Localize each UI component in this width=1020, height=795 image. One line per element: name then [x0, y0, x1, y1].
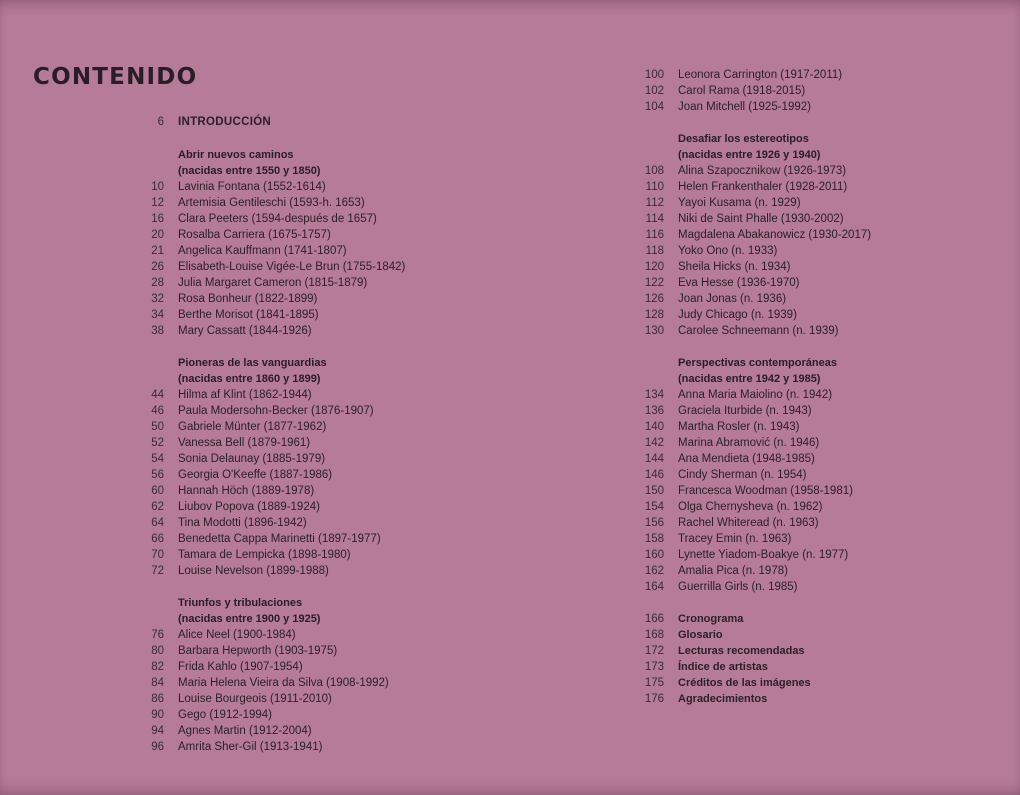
toc-entry [630, 643, 990, 659]
toc-page-number: 56 [151, 469, 164, 481]
section-heading: Desafiar los estereotipos [678, 133, 809, 145]
toc-entry-label: Angelica Kauffmann (1741-1807) [178, 245, 347, 257]
toc-entry [630, 291, 990, 307]
toc-entry-label: Tamara de Lempicka (1898-1980) [178, 549, 351, 561]
toc-entry-label: INTRODUCCIÓN [178, 116, 272, 128]
toc-page-number: 82 [151, 661, 164, 673]
toc-entry [630, 195, 990, 211]
toc-page-number: 46 [151, 405, 164, 417]
toc-entry-label: Tina Modotti (1896-1942) [178, 517, 307, 529]
section-heading: (nacidas entre 1900 y 1925) [178, 613, 321, 625]
toc-entry [630, 531, 990, 547]
toc-entry [130, 723, 490, 739]
toc-page-number: 34 [151, 309, 164, 321]
toc-entry [130, 435, 490, 451]
toc-page-number: 136 [644, 405, 664, 417]
toc-entry [130, 547, 490, 563]
toc-entry [630, 387, 990, 403]
toc-entry [630, 227, 990, 243]
toc-page-number: 86 [151, 693, 164, 705]
toc-entry [130, 307, 490, 323]
toc-entry [630, 243, 990, 259]
toc-entry [630, 83, 990, 99]
toc-page-number: 96 [151, 741, 164, 753]
toc-entry-label: Agradecimientos [678, 693, 768, 705]
toc-page-number: 134 [644, 389, 664, 401]
toc-page-number: 142 [644, 437, 664, 449]
toc-page-number: 6 [157, 116, 164, 128]
toc-page-number: 102 [644, 85, 664, 97]
toc-entry [130, 323, 490, 339]
toc-entry-label: Leonora Carrington (1917-2011) [678, 69, 843, 81]
toc-page-number: 164 [644, 581, 664, 593]
toc-entry-label: Cronograma [678, 613, 744, 625]
toc-page-number: 38 [151, 325, 164, 337]
page-title: CONTENIDO [33, 64, 198, 90]
toc-page-number: 54 [151, 453, 164, 465]
toc-page-number: 90 [151, 709, 164, 721]
section-heading: Perspectivas contemporáneas [678, 357, 837, 369]
toc-page-number: 100 [644, 69, 664, 81]
toc-page-number: 72 [151, 565, 164, 577]
toc-entry [130, 483, 490, 499]
toc-page-number: 26 [151, 261, 164, 273]
section-heading: (nacidas entre 1550 y 1850) [178, 165, 321, 177]
toc-page-number: 175 [644, 677, 664, 689]
toc-entry-label: Carol Rama (1918-2015) [678, 85, 806, 97]
toc-entry [630, 483, 990, 499]
toc-entry-label: Ana Mendieta (1948-1985) [678, 453, 815, 465]
toc-page-number: 62 [151, 501, 164, 513]
toc-entry [130, 659, 490, 675]
toc-entry-label: Anna Maria Maiolino (n. 1942) [678, 389, 833, 401]
toc-entry-label: Clara Peeters (1594-después de 1657) [178, 213, 377, 225]
toc-page-number: 52 [151, 437, 164, 449]
toc-page-number: 110 [645, 181, 664, 193]
toc-page-number: 160 [644, 549, 664, 561]
toc-page-number: 84 [151, 677, 164, 689]
toc-page-number: 108 [644, 165, 664, 177]
toc-entry [630, 435, 990, 451]
toc-entry-label: Carolee Schneemann (n. 1939) [678, 325, 839, 337]
toc-entry-label: Agnes Martin (1912-2004) [178, 725, 312, 737]
toc-entry [130, 259, 490, 275]
toc-entry-label: Hilma af Klint (1862-1944) [178, 389, 312, 401]
toc-entry-label: Alice Neel (1900-1984) [178, 629, 296, 641]
toc-entry [130, 467, 490, 483]
toc-entry [630, 259, 990, 275]
toc-page-number: 21 [151, 245, 164, 257]
toc-entry [630, 163, 990, 179]
toc-entry-label: Hannah Höch (1889-1978) [178, 485, 315, 497]
toc-page-number: 44 [151, 389, 164, 401]
toc-entry-label: Joan Mitchell (1925-1992) [678, 101, 811, 113]
toc-page-number: 10 [151, 181, 164, 193]
toc-entry-label: Olga Chernysheva (n. 1962) [678, 501, 823, 513]
toc-entry [630, 691, 990, 707]
toc-entry [630, 419, 990, 435]
toc-entry [130, 275, 490, 291]
toc-page-number: 116 [645, 229, 664, 241]
toc-entry-label: Créditos de las imágenes [678, 677, 811, 689]
toc-entry [630, 211, 990, 227]
toc-entry [130, 211, 490, 227]
toc-entry [630, 67, 990, 83]
toc-entry-label: Sonia Delaunay (1885-1979) [178, 453, 326, 465]
toc-page-number: 94 [151, 725, 164, 737]
toc-page-number: 166 [644, 613, 664, 625]
toc-entry [130, 531, 490, 547]
toc-page-number: 176 [644, 693, 664, 705]
toc-entry [630, 627, 990, 643]
toc-entry [630, 307, 990, 323]
toc-entry [130, 515, 490, 531]
toc-entry-label: Rosalba Carriera (1675-1757) [178, 229, 331, 241]
toc-page-number: 130 [644, 325, 664, 337]
toc-entry-label: Louise Nevelson (1899-1988) [178, 565, 329, 577]
toc-entry-label: Maria Helena Vieira da Silva (1908-1992) [178, 677, 389, 689]
toc-entry-label: Joan Jonas (n. 1936) [678, 293, 787, 305]
toc-page-number: 122 [644, 277, 664, 289]
toc-entry-label: Paula Modersohn-Becker (1876-1907) [178, 405, 374, 417]
toc-entry-label: Barbara Hepworth (1903-1975) [178, 645, 338, 657]
toc-entry-label: Amalia Pica (n. 1978) [678, 565, 788, 577]
toc-entry-label: Lynette Yiadom-Boakye (n. 1977) [678, 549, 849, 561]
toc-entry-label: Francesca Woodman (1958-1981) [678, 485, 853, 497]
toc-entry-label: Índice de artistas [678, 661, 768, 673]
toc-entry [630, 275, 990, 291]
toc-entry [130, 179, 490, 195]
toc-page-number: 150 [644, 485, 664, 497]
toc-entry [630, 403, 990, 419]
toc-entry [130, 499, 490, 515]
toc-entry [630, 579, 990, 595]
toc-page-number: 76 [151, 629, 164, 641]
toc-entry-label: Rosa Bonheur (1822-1899) [178, 293, 318, 305]
section-heading: (nacidas entre 1926 y 1940) [678, 149, 821, 161]
toc-page-number: 50 [151, 421, 164, 433]
toc-entry [130, 451, 490, 467]
toc-entry-label: Graciela Iturbide (n. 1943) [678, 405, 812, 417]
toc-page-number: 173 [644, 661, 664, 673]
toc-entry [130, 114, 490, 130]
toc-page-number: 128 [644, 309, 664, 321]
toc-entry-label: Elisabeth-Louise Vigée-Le Brun (1755-1842) [178, 261, 406, 273]
toc-entry-label: Yayoi Kusama (n. 1929) [678, 197, 801, 209]
toc-entry-label: Liubov Popova (1889-1924) [178, 501, 320, 513]
toc-page-number: 158 [644, 533, 664, 545]
toc-entry-label: Marina Abramović (n. 1946) [678, 437, 820, 449]
toc-entry-label: Niki de Saint Phalle (1930-2002) [678, 213, 844, 225]
toc-entry-label: Guerrilla Girls (n. 1985) [678, 581, 798, 593]
toc-page-number: 168 [644, 629, 664, 641]
toc-page-number: 12 [151, 197, 164, 209]
toc-entry [130, 563, 490, 579]
toc-entry [630, 499, 990, 515]
toc-page-number: 146 [644, 469, 664, 481]
toc-entry-label: Alina Szapocznikow (1926-1973) [678, 165, 847, 177]
toc-entry-label: Lavinia Fontana (1552-1614) [178, 181, 326, 193]
toc-page-number: 28 [151, 277, 164, 289]
toc-entry [630, 547, 990, 563]
toc-entry [130, 643, 490, 659]
toc-page-number: 172 [644, 645, 664, 657]
toc-entry-label: Magdalena Abakanowicz (1930-2017) [678, 229, 872, 241]
toc-entry [630, 451, 990, 467]
toc-entry [130, 675, 490, 691]
section-heading: Abrir nuevos caminos [178, 149, 294, 161]
toc-entry [130, 707, 490, 723]
toc-entry [130, 291, 490, 307]
toc-page-number: 162 [644, 565, 664, 577]
toc-entry-label: Artemisia Gentileschi (1593-h. 1653) [178, 197, 365, 209]
toc-entry-label: Vanessa Bell (1879-1961) [178, 437, 311, 449]
toc-entry-label: Eva Hesse (1936-1970) [678, 277, 800, 289]
toc-entry-label: Julia Margaret Cameron (1815-1879) [178, 277, 368, 289]
toc-entry-label: Frida Kahlo (1907-1954) [178, 661, 303, 673]
toc-entry-label: Gabriele Münter (1877-1962) [178, 421, 327, 433]
toc-entry [630, 611, 990, 627]
toc-page-number: 70 [151, 549, 164, 561]
toc-entry [130, 387, 490, 403]
section-heading: (nacidas entre 1860 y 1899) [178, 373, 321, 385]
section-heading: (nacidas entre 1942 y 1985) [678, 373, 821, 385]
toc-page-number: 144 [644, 453, 664, 465]
toc-entry [130, 243, 490, 259]
toc-entry-label: Amrita Sher-Gil (1913-1941) [178, 741, 323, 753]
toc-entry [130, 403, 490, 419]
toc-page-number: 66 [151, 533, 164, 545]
toc-entry-label: Yoko Ono (n. 1933) [678, 245, 778, 257]
toc-page-number: 64 [151, 517, 164, 529]
toc-entry-label: Gego (1912-1994) [178, 709, 272, 721]
toc-entry [130, 691, 490, 707]
toc-entry-label: Berthe Morisot (1841-1895) [178, 309, 319, 321]
toc-page-number: 126 [644, 293, 664, 305]
toc-entry-label: Louise Bourgeois (1911-2010) [178, 693, 332, 705]
toc-page-number: 118 [645, 245, 664, 257]
toc-entry-label: Helen Frankenthaler (1928-2011) [678, 181, 848, 193]
toc-entry [630, 323, 990, 339]
toc-entry [130, 419, 490, 435]
toc-entry [630, 563, 990, 579]
toc-entry-label: Rachel Whiteread (n. 1963) [678, 517, 819, 529]
toc-page-number: 104 [644, 101, 664, 113]
toc-page-number: 60 [151, 485, 164, 497]
toc-entry [630, 515, 990, 531]
toc-entry [130, 739, 490, 755]
toc-entry [630, 675, 990, 691]
toc-entry-label: Mary Cassatt (1844-1926) [178, 325, 312, 337]
toc-entry [630, 659, 990, 675]
toc-entry [630, 99, 990, 115]
toc-entry-label: Sheila Hicks (n. 1934) [678, 261, 791, 273]
toc-entry-label: Martha Rosler (n. 1943) [678, 421, 800, 433]
toc-entry-label: Georgia O'Keeffe (1887-1986) [178, 469, 333, 481]
toc-entry [130, 227, 490, 243]
toc-page-number: 120 [644, 261, 664, 273]
toc-entry-label: Cindy Sherman (n. 1954) [678, 469, 807, 481]
toc-page-number: 80 [151, 645, 164, 657]
toc-page-number: 154 [644, 501, 664, 513]
section-heading: Pioneras de las vanguardias [178, 357, 327, 369]
toc-page-number: 20 [151, 229, 164, 241]
toc-entry-label: Benedetta Cappa Marinetti (1897-1977) [178, 533, 381, 545]
toc-page-number: 114 [645, 213, 664, 225]
toc-page-number: 140 [644, 421, 664, 433]
toc-entry [630, 179, 990, 195]
toc-entry-label: Lecturas recomendadas [678, 645, 805, 657]
toc-entry [630, 467, 990, 483]
toc-page-number: 156 [644, 517, 664, 529]
toc-entry-label: Glosario [678, 629, 723, 641]
section-heading: Triunfos y tribulaciones [178, 597, 303, 609]
toc-entry-label: Tracey Emin (n. 1963) [678, 533, 792, 545]
toc-page-number: 32 [151, 293, 164, 305]
toc-page-number: 16 [151, 213, 164, 225]
toc-entry [130, 627, 490, 643]
toc-entry [130, 195, 490, 211]
toc-entry-label: Judy Chicago (n. 1939) [678, 309, 797, 321]
toc-page-number: 112 [645, 197, 664, 209]
